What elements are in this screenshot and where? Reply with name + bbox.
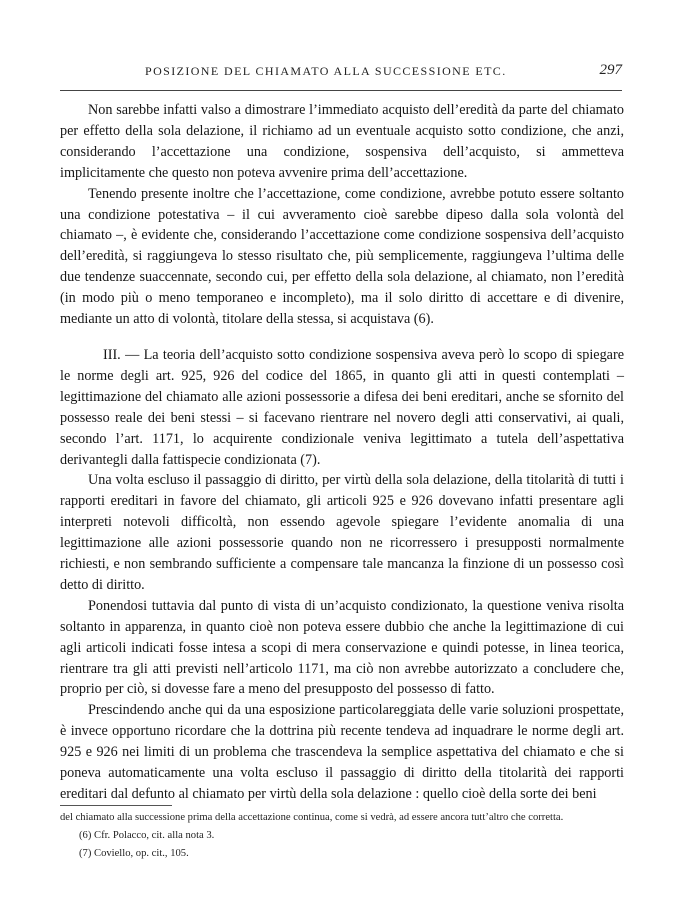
paragraph: Non sarebbe infatti valso a dimostrare l’immediato acquisto dell’eredità da parte del chiamato per effetto della sola delazione, il richiamo ad un eventuale acquisto sotto condizione, che anzi, considerando l’accettazione una condizione, sospensiva dell’acquisto, si ammetteva implicitamente che questo non poteva avvenire prima dell’accettazione. xyxy=(60,102,624,181)
footnote-7: (7) Coviello, op. cit., 105. xyxy=(79,848,189,859)
footnote-6: (6) Cfr. Polacco, cit. alla nota 3. xyxy=(79,830,215,841)
paragraph: Ponendosi tuttavia dal punto di vista di un’acquisto condizionato, la questione veniva risolta soltanto in apparenza, in quanto cioè non poteva essere dubbio che anche la legittimazione di cui agli articoli indicati fosse intesa a scopi di mera conservazione e quindi potesse, in linea teorica, rientrare tra gli atti previsti nell’articolo 1171, ma ciò non avrebbe autorizzato a concludere che, proprio per ciò, si dovesse fare a meno del presupposto del possesso di fatto. xyxy=(60,597,624,698)
footnotes xyxy=(60,810,622,861)
section-paragraph: III. — La teoria dell’acquisto sotto condizione sospensiva aveva però lo scopo di spiegare le norme degli art. 925, 926 del codice del 1865, in quanto gli atti in questi contemplati – legittimazione del chiamato alle azioni possessorie a difesa dei beni ereditari, anche se sfornito del possesso reale dei beni stessi – si facevano rientrare nel novero degli atti conservativi, ai quali, secondo l’art. 1171, lo acquirente condizionale veniva legittimato a tutela dell’aspettativa derivantegli dalla fattispecie condizionata (7). xyxy=(60,346,624,468)
paragraph: Prescindendo anche qui da una esposizione particolareggiata delle varie soluzioni prospettate, è invece opportuno ricordare che la dottrina più recente tendeva ad inquadrare le norme degli art. 925 e 926 nei limiti di un problema che trascendeva la semplice aspettativa del chiamato e che si poneva automaticamente una volta escluso il passaggio di diritto della titolarità dei rapporti ereditari dal defunto al chiamato per virtù della sola delazione : quello cioè della sorte dei beni xyxy=(60,702,624,802)
header-rule xyxy=(60,90,622,91)
page-number: 297 xyxy=(599,62,622,78)
footnote-continuation: del chiamato alla successione prima della accettazione continua, come si vedrà, ad essere ancora tutt’altro che corretta. xyxy=(60,812,564,823)
paragraph: Tenendo presente inoltre che l’accettazione, come condizione, avrebbe potuto essere soltanto una condizione potestativa – il cui avveramento cioè sarebbe dipeso dalla sola volontà del chiamato –, è evidente che, considerando l’accettazione come condizione sospensiva dell’acquisto dell’eredità, si raggiungeva lo stesso risultato che, più semplicemente, raggiungeva l’ultima delle due tendenze suaccennate, secondo cui, per effetto della sola delazione, al chiamato, non l’eredità (in modo più o meno temporaneo e incompleto), ma il solo diritto di accettare e di divenire, mediante un atto di volontà, titolare della stessa, si acquistava (6). xyxy=(60,185,624,328)
paragraph: Una volta escluso il passaggio di diritto, per virtù della sola delazione, della titolarità di tutti i rapporti ereditari in favore del chiamato, gli articoli 925 e 926 dovevano infatti presentare agli interpreti notevoli difficoltà, non essendo agevole spiegare l’evidente anomalia di una legittimazione alle azioni possessorie quando non ne ricorressero i presupposti normalmente richiesti, e non sembrando sufficiente a compensare tale mancanza la finzione di un possesso così detto di diritto. xyxy=(60,472,624,593)
running-title: POSIZIONE DEL CHIAMATO ALLA SUCCESSIONE ETC. xyxy=(145,64,507,78)
main-text xyxy=(60,100,624,805)
footnote-rule xyxy=(60,805,172,806)
page-header xyxy=(60,64,622,86)
